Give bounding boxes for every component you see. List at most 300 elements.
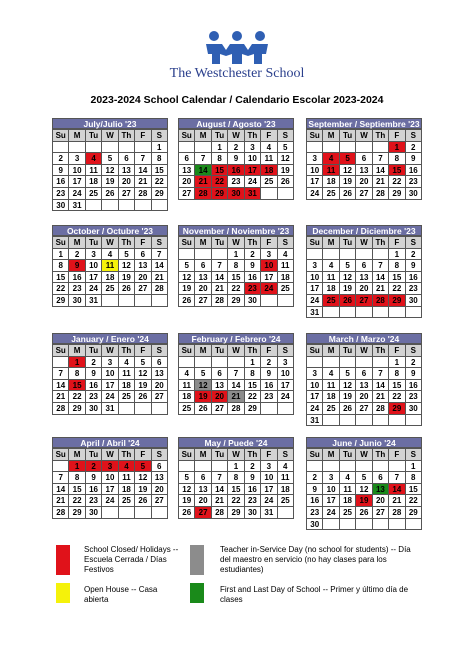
day-cell: 25	[323, 295, 339, 307]
day-cell: 30	[245, 295, 261, 307]
day-cell: 4	[261, 142, 277, 154]
day-cell: 28	[53, 507, 69, 519]
day-cell: 5	[135, 357, 151, 369]
weekday-header: Tu	[212, 449, 228, 461]
empty-cell	[119, 507, 135, 519]
day-cell: 10	[69, 165, 85, 177]
day-cell: 16	[406, 380, 422, 392]
day-cell: 23	[406, 176, 422, 188]
day-cell: 20	[373, 495, 389, 507]
day-cell: 16	[86, 484, 102, 496]
empty-cell	[406, 519, 422, 531]
day-cell: 20	[152, 380, 168, 392]
month-calendar	[52, 118, 168, 211]
empty-cell	[152, 403, 168, 415]
day-cell: 19	[340, 176, 356, 188]
day-cell: 30	[228, 188, 244, 200]
day-cell: 20	[195, 495, 211, 507]
day-cell: 31	[307, 415, 323, 427]
day-cell: 22	[389, 176, 405, 188]
weekday-header: Tu	[86, 237, 102, 249]
day-cell: 14	[228, 380, 244, 392]
month-day-grid	[306, 236, 422, 318]
day-cell: 24	[261, 283, 277, 295]
day-cell: 28	[212, 507, 228, 519]
day-cell: 20	[356, 283, 372, 295]
day-cell: 23	[261, 391, 277, 403]
day-cell: 20	[195, 283, 211, 295]
day-cell: 7	[135, 153, 151, 165]
weekday-header: M	[69, 345, 85, 357]
day-cell: 21	[53, 391, 69, 403]
day-cell: 3	[261, 249, 277, 261]
empty-cell	[102, 142, 118, 154]
day-cell: 24	[86, 283, 102, 295]
weekday-header: Tu	[86, 130, 102, 142]
weekday-header: S	[278, 237, 294, 249]
day-cell: 17	[245, 165, 261, 177]
day-cell: 12	[119, 260, 135, 272]
day-cell: 28	[373, 188, 389, 200]
month-title: May / Puede '24	[178, 437, 294, 448]
day-cell: 13	[195, 272, 211, 284]
day-cell: 4	[86, 153, 102, 165]
day-cell: 2	[245, 461, 261, 473]
day-cell: 2	[86, 461, 102, 473]
day-cell: 31	[102, 403, 118, 415]
month-day-grid	[178, 236, 294, 307]
empty-cell	[53, 461, 69, 473]
day-cell: 18	[340, 495, 356, 507]
empty-cell	[86, 142, 102, 154]
day-cell: 14	[373, 380, 389, 392]
day-cell: 14	[135, 165, 151, 177]
page-title: 2023-2024 School Calendar / Calendario Escolar 2023-2024	[90, 94, 384, 106]
day-cell: 30	[406, 188, 422, 200]
day-cell: 18	[102, 272, 118, 284]
day-cell: 26	[340, 295, 356, 307]
day-cell: 15	[212, 165, 228, 177]
weekday-header: F	[389, 237, 405, 249]
day-cell: 29	[69, 403, 85, 415]
day-cell: 15	[228, 484, 244, 496]
day-cell: 18	[86, 176, 102, 188]
day-cell: 11	[323, 272, 339, 284]
weekday-header: F	[261, 130, 277, 142]
day-cell: 8	[53, 260, 69, 272]
empty-cell	[323, 415, 339, 427]
day-cell: 11	[179, 380, 195, 392]
day-cell: 7	[53, 368, 69, 380]
weekday-header: W	[356, 130, 372, 142]
day-cell: 17	[307, 391, 323, 403]
day-cell: 3	[307, 260, 323, 272]
day-cell: 10	[307, 272, 323, 284]
day-cell: 27	[212, 403, 228, 415]
day-cell: 30	[86, 507, 102, 519]
day-cell: 8	[406, 472, 422, 484]
day-cell: 13	[373, 484, 389, 496]
empty-cell	[179, 357, 195, 369]
day-cell: 1	[69, 357, 85, 369]
day-cell: 26	[340, 403, 356, 415]
day-cell: 26	[278, 176, 294, 188]
day-cell: 15	[53, 272, 69, 284]
day-cell: 17	[86, 272, 102, 284]
weekday-header: W	[356, 449, 372, 461]
day-cell: 23	[307, 507, 323, 519]
weekday-header: W	[228, 345, 244, 357]
day-cell: 24	[307, 403, 323, 415]
month-calendar	[52, 225, 168, 307]
day-cell: 14	[389, 484, 405, 496]
day-cell: 16	[245, 484, 261, 496]
weekday-header: Tu	[340, 237, 356, 249]
day-cell: 30	[86, 403, 102, 415]
day-cell: 19	[195, 391, 211, 403]
empty-cell	[135, 403, 151, 415]
legend-first-last: First and Last Day of School -- Primer y último día de clases	[220, 585, 409, 604]
day-cell: 12	[340, 380, 356, 392]
day-cell: 7	[389, 472, 405, 484]
weekday-header: M	[69, 130, 85, 142]
weekday-header: F	[389, 449, 405, 461]
day-cell: 5	[119, 249, 135, 261]
weekday-header: Th	[245, 237, 261, 249]
day-cell: 11	[323, 380, 339, 392]
day-cell: 16	[69, 272, 85, 284]
day-cell: 3	[102, 357, 118, 369]
empty-cell	[389, 415, 405, 427]
day-cell: 21	[389, 495, 405, 507]
empty-cell	[102, 295, 118, 307]
day-cell: 26	[179, 507, 195, 519]
weekday-header: Th	[119, 449, 135, 461]
day-cell: 12	[195, 380, 211, 392]
day-cell: 6	[135, 249, 151, 261]
day-cell: 2	[406, 142, 422, 154]
empty-cell	[340, 357, 356, 369]
day-cell: 22	[69, 391, 85, 403]
month-calendar	[306, 225, 422, 318]
weekday-header: Th	[373, 130, 389, 142]
weekday-header: Tu	[86, 449, 102, 461]
empty-cell	[195, 249, 211, 261]
weekday-header: M	[69, 449, 85, 461]
day-cell: 21	[373, 283, 389, 295]
day-cell: 22	[389, 283, 405, 295]
day-cell: 18	[179, 391, 195, 403]
day-cell: 2	[245, 249, 261, 261]
day-cell: 15	[245, 380, 261, 392]
day-cell: 18	[323, 283, 339, 295]
day-cell: 5	[135, 461, 151, 473]
day-cell: 18	[119, 484, 135, 496]
day-cell: 1	[228, 461, 244, 473]
day-cell: 22	[53, 283, 69, 295]
day-cell: 9	[53, 165, 69, 177]
day-cell: 30	[406, 295, 422, 307]
day-cell: 5	[340, 260, 356, 272]
day-cell: 9	[406, 153, 422, 165]
day-cell: 11	[323, 165, 339, 177]
legend-swatch-open-house	[56, 583, 70, 603]
day-cell: 22	[152, 176, 168, 188]
empty-cell	[356, 249, 372, 261]
empty-cell	[389, 519, 405, 531]
day-cell: 16	[307, 495, 323, 507]
day-cell: 12	[179, 272, 195, 284]
empty-cell	[53, 142, 69, 154]
day-cell: 13	[212, 380, 228, 392]
weekday-header: F	[135, 449, 151, 461]
empty-cell	[179, 142, 195, 154]
empty-cell	[373, 357, 389, 369]
day-cell: 5	[179, 260, 195, 272]
day-cell: 15	[389, 380, 405, 392]
day-cell: 3	[69, 153, 85, 165]
day-cell: 21	[152, 272, 168, 284]
day-cell: 24	[69, 188, 85, 200]
day-cell: 13	[356, 272, 372, 284]
day-cell: 14	[195, 165, 211, 177]
legend-closed: School Closed/ Holidays -- Escuela Cerrada / Días Festivos	[84, 545, 179, 574]
day-cell: 1	[389, 249, 405, 261]
day-cell: 28	[195, 188, 211, 200]
weekday-header: M	[195, 237, 211, 249]
day-cell: 16	[406, 272, 422, 284]
day-cell: 19	[356, 495, 372, 507]
day-cell: 29	[389, 188, 405, 200]
day-cell: 13	[356, 165, 372, 177]
month-calendar	[178, 333, 294, 415]
month-calendar	[178, 118, 294, 200]
day-cell: 6	[179, 153, 195, 165]
day-cell: 22	[228, 283, 244, 295]
weekday-header: Th	[119, 130, 135, 142]
day-cell: 8	[152, 153, 168, 165]
weekday-header: Su	[53, 237, 69, 249]
day-cell: 8	[245, 368, 261, 380]
day-cell: 7	[373, 260, 389, 272]
day-cell: 1	[53, 249, 69, 261]
day-cell: 6	[152, 357, 168, 369]
day-cell: 19	[135, 380, 151, 392]
empty-cell	[307, 142, 323, 154]
day-cell: 10	[245, 153, 261, 165]
weekday-header: W	[102, 237, 118, 249]
weekday-header: Su	[179, 237, 195, 249]
day-cell: 15	[389, 165, 405, 177]
day-cell: 24	[307, 188, 323, 200]
weekday-header: W	[102, 449, 118, 461]
weekday-header: Su	[179, 345, 195, 357]
weekday-header: Th	[245, 449, 261, 461]
weekday-header: F	[135, 130, 151, 142]
weekday-header: S	[152, 237, 168, 249]
empty-cell	[340, 142, 356, 154]
empty-cell	[278, 188, 294, 200]
weekday-header: S	[152, 130, 168, 142]
day-cell: 31	[86, 295, 102, 307]
day-cell: 4	[179, 368, 195, 380]
empty-cell	[152, 295, 168, 307]
day-cell: 7	[195, 153, 211, 165]
weekday-header: Tu	[340, 130, 356, 142]
weekday-header: M	[195, 449, 211, 461]
day-cell: 7	[373, 368, 389, 380]
empty-cell	[373, 519, 389, 531]
day-cell: 10	[307, 165, 323, 177]
empty-cell	[278, 403, 294, 415]
day-cell: 31	[307, 307, 323, 319]
day-cell: 27	[179, 188, 195, 200]
empty-cell	[307, 461, 323, 473]
day-cell: 18	[323, 176, 339, 188]
weekday-header: F	[261, 449, 277, 461]
day-cell: 11	[86, 165, 102, 177]
day-cell: 19	[179, 495, 195, 507]
day-cell: 23	[69, 283, 85, 295]
weekday-header: Tu	[212, 345, 228, 357]
day-cell: 27	[152, 391, 168, 403]
day-cell: 26	[135, 495, 151, 507]
day-cell: 6	[356, 368, 372, 380]
day-cell: 15	[406, 484, 422, 496]
day-cell: 9	[307, 484, 323, 496]
day-cell: 18	[278, 272, 294, 284]
weekday-header: Tu	[340, 345, 356, 357]
day-cell: 28	[212, 295, 228, 307]
day-cell: 5	[278, 142, 294, 154]
empty-cell	[323, 249, 339, 261]
day-cell: 17	[278, 380, 294, 392]
day-cell: 18	[261, 165, 277, 177]
day-cell: 15	[228, 272, 244, 284]
day-cell: 26	[179, 295, 195, 307]
day-cell: 10	[307, 380, 323, 392]
month-calendar	[178, 437, 294, 519]
weekday-header: S	[152, 345, 168, 357]
day-cell: 1	[245, 357, 261, 369]
day-cell: 1	[212, 142, 228, 154]
day-cell: 17	[261, 272, 277, 284]
day-cell: 17	[307, 176, 323, 188]
day-cell: 27	[119, 188, 135, 200]
weekday-header: F	[135, 237, 151, 249]
day-cell: 7	[53, 472, 69, 484]
day-cell: 20	[152, 484, 168, 496]
day-cell: 26	[135, 391, 151, 403]
day-cell: 25	[278, 283, 294, 295]
day-cell: 11	[278, 472, 294, 484]
day-cell: 28	[53, 403, 69, 415]
day-cell: 12	[179, 484, 195, 496]
day-cell: 16	[245, 272, 261, 284]
month-day-grid	[178, 129, 294, 200]
day-cell: 25	[278, 495, 294, 507]
empty-cell	[135, 200, 151, 212]
day-cell: 30	[307, 519, 323, 531]
month-day-grid	[306, 448, 422, 530]
month-calendar	[306, 333, 422, 426]
weekday-header: Su	[307, 237, 323, 249]
day-cell: 18	[278, 484, 294, 496]
day-cell: 6	[195, 260, 211, 272]
day-cell: 3	[86, 249, 102, 261]
day-cell: 20	[212, 391, 228, 403]
day-cell: 29	[212, 188, 228, 200]
day-cell: 14	[373, 272, 389, 284]
day-cell: 12	[356, 484, 372, 496]
day-cell: 14	[53, 484, 69, 496]
day-cell: 21	[53, 495, 69, 507]
weekday-header: W	[356, 345, 372, 357]
day-cell: 10	[278, 368, 294, 380]
day-cell: 1	[389, 142, 405, 154]
day-cell: 27	[373, 507, 389, 519]
day-cell: 25	[119, 391, 135, 403]
weekday-header: W	[228, 237, 244, 249]
weekday-header: Tu	[212, 130, 228, 142]
day-cell: 29	[389, 403, 405, 415]
day-cell: 2	[307, 472, 323, 484]
empty-cell	[356, 415, 372, 427]
month-day-grid	[306, 129, 422, 200]
day-cell: 10	[261, 472, 277, 484]
day-cell: 30	[245, 507, 261, 519]
day-cell: 9	[261, 368, 277, 380]
day-cell: 1	[69, 461, 85, 473]
day-cell: 27	[195, 507, 211, 519]
day-cell: 23	[245, 495, 261, 507]
weekday-header: Tu	[212, 237, 228, 249]
day-cell: 16	[228, 165, 244, 177]
day-cell: 16	[53, 176, 69, 188]
empty-cell	[356, 357, 372, 369]
weekday-header: Th	[373, 345, 389, 357]
month-day-grid	[306, 344, 422, 426]
day-cell: 27	[356, 188, 372, 200]
weekday-header: Su	[53, 130, 69, 142]
empty-cell	[323, 357, 339, 369]
empty-cell	[389, 307, 405, 319]
day-cell: 2	[86, 357, 102, 369]
weekday-header: S	[152, 449, 168, 461]
day-cell: 4	[323, 368, 339, 380]
day-cell: 6	[195, 472, 211, 484]
month-title: March / Marzo '24	[306, 333, 422, 344]
day-cell: 11	[119, 472, 135, 484]
day-cell: 29	[152, 188, 168, 200]
day-cell: 10	[261, 260, 277, 272]
day-cell: 20	[179, 176, 195, 188]
empty-cell	[135, 295, 151, 307]
weekday-header: Th	[373, 449, 389, 461]
empty-cell	[69, 142, 85, 154]
day-cell: 13	[179, 165, 195, 177]
day-cell: 11	[278, 260, 294, 272]
weekday-header: M	[195, 130, 211, 142]
day-cell: 23	[86, 495, 102, 507]
empty-cell	[212, 357, 228, 369]
day-cell: 8	[228, 260, 244, 272]
day-cell: 5	[102, 153, 118, 165]
empty-cell	[356, 519, 372, 531]
day-cell: 24	[245, 176, 261, 188]
day-cell: 30	[406, 403, 422, 415]
day-cell: 8	[389, 368, 405, 380]
